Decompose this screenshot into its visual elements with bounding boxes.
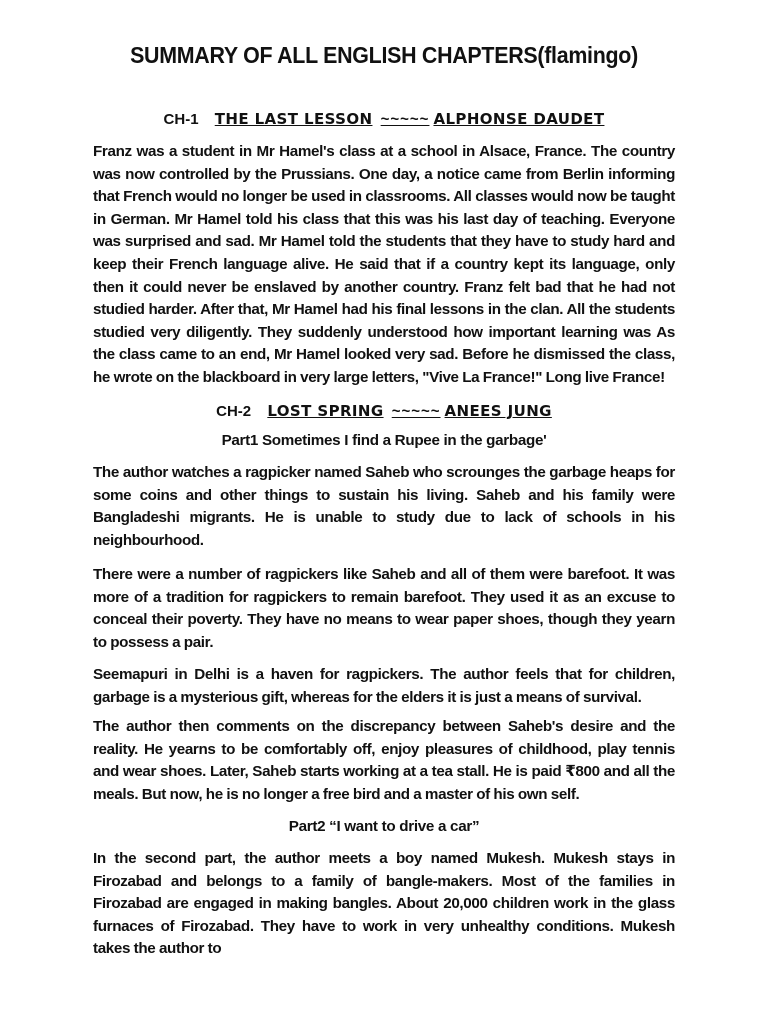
chapter-2-heading xyxy=(0,402,768,420)
chapter-1-title: THE LAST LESSON xyxy=(214,110,373,128)
chapter-2-title: LOST SPRING xyxy=(267,402,384,420)
chapter-2-author: ANEES JUNG xyxy=(444,402,552,420)
chapter-1-author: ALPHONSE DAUDET xyxy=(433,110,605,128)
chapter-2-number: CH-2 xyxy=(216,403,252,420)
chapter-1-summary: Franz was a student in Mr Hamel's class at a school in Alsace, France. The country was now controlled by the Prussians. One day, a notice came from Berlin informing that French would no longer be used in classrooms. All classes would now be taught in German. Mr Hamel told his class that this was his last day of teaching. Everyone was surprised and sad. Mr Hamel told the students that they have to study hard and keep their French language alive. He said that if a country kept its language, only then it could never be enslaved by another country. Franz felt bad that he had not studied harder. After that, Mr Hamel had his final lessons in the clan. All the students studied very diligently. They suddenly understood how important learning was As the class came to an end, Mr Hamel looked very sad. Before he dismissed the class, he wrote on the blackboard in very large letters, "Vive La France!" Long live France! xyxy=(93,143,675,386)
part-1-heading: Part1 Sometimes I find a Rupee in the garbage' xyxy=(221,432,547,449)
document-title: SUMMARY OF ALL ENGLISH CHAPTERS(flamingo) xyxy=(130,42,638,68)
chapter-1-number: CH-1 xyxy=(163,111,199,128)
chapter-1-heading xyxy=(0,110,768,128)
chapter-1-separator: ~~~~~ xyxy=(380,111,430,128)
part-2-heading: Part2 “I want to drive a car” xyxy=(288,818,480,835)
part-1-paragraph-1: The author watches a ragpicker named Saheb who scrounges the garbage heaps for some coins and other things to sustain his living. Saheb and his family were Bangladeshi migrants. He is unable to study due to lack of schools in his neighbourhood. xyxy=(93,464,675,549)
chapter-2-separator: ~~~~~ xyxy=(391,403,441,420)
part-1-paragraph-4: The author then comments on the discrepancy between Saheb's desire and the reality. He yearns to be comfortably off, enjoy pleasures of childhood, play tennis and wear shoes. Later, Saheb starts working at a tea stall. He is paid ₹800 and all the meals. But now, he is no longer a free bird and a master of his own self. xyxy=(93,718,675,803)
part-1-paragraph-2: There were a number of ragpickers like Saheb and all of them were barefoot. It was more of a tradition for ragpickers to remain barefoot. They used it as an excuse to conceal their poverty. They have no means to wear paper shoes, though they yearn to possess a pair. xyxy=(93,566,675,651)
part-2-paragraph-1: In the second part, the author meets a boy named Mukesh. Mukesh stays in Firozabad and belongs to a family of bangle-makers. Most of the families in Firozabad are engaged in making bangles. About 20,000 children work in the glass furnaces of Firozabad. They have to work in very unhealthy conditions. Mukesh takes the author to xyxy=(93,850,675,958)
part-1-paragraph-3: Seemapuri in Delhi is a haven for ragpickers. The author feels that for children, garbage is a mysterious gift, whereas for the elders it is just a means of survival. xyxy=(93,666,675,706)
